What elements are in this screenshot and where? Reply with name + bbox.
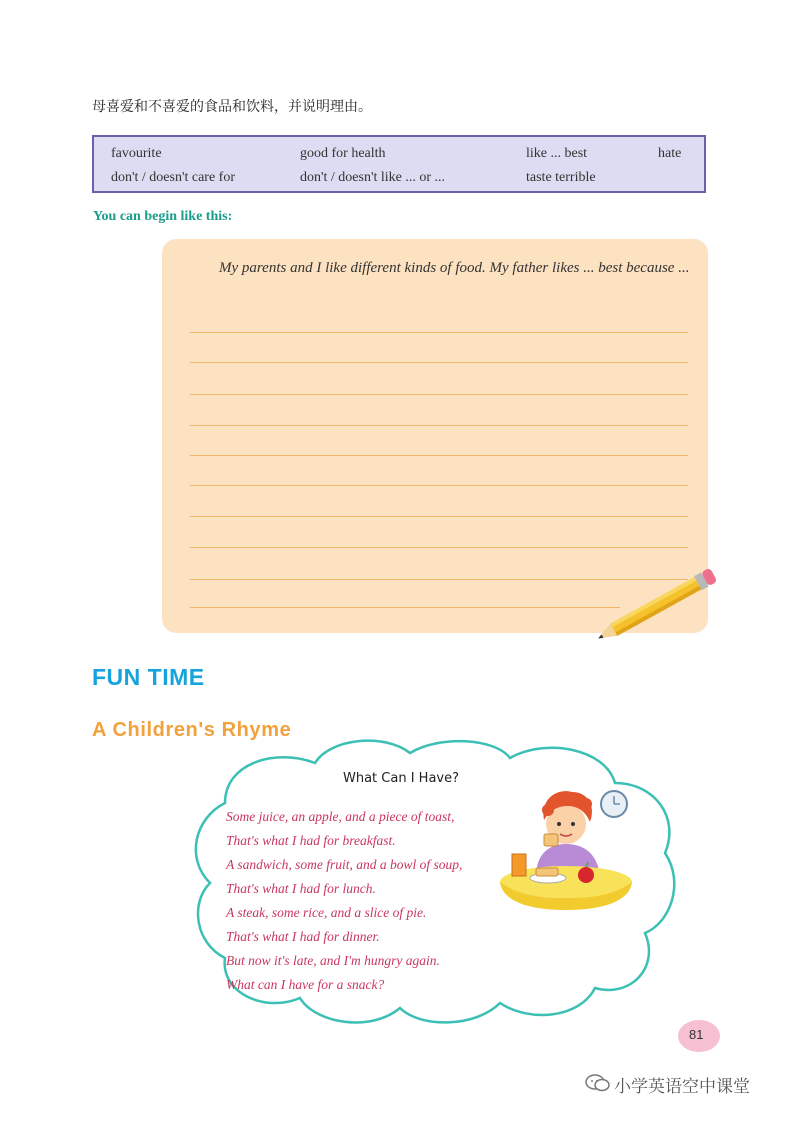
word-favourite: favourite <box>111 146 162 161</box>
word-box <box>92 135 706 193</box>
begin-label: You can begin like this: <box>93 209 233 224</box>
starter-text: My parents and I like different kinds of food. My father likes ... best because ... <box>219 260 690 276</box>
section-title: FUN TIME <box>92 664 205 690</box>
writing-line <box>190 547 688 548</box>
page-number: 81 <box>689 1027 704 1042</box>
word-hate: hate <box>658 146 682 161</box>
poem-line: That's what I had for lunch. <box>226 881 376 896</box>
pencil-illustration <box>580 566 730 648</box>
writing-line <box>190 394 688 395</box>
wechat-icon <box>585 1073 611 1093</box>
word-dont-like-or: don't / doesn't like ... or ... <box>300 170 446 185</box>
word-like-best: like ... best <box>526 146 588 161</box>
writing-line <box>190 455 688 456</box>
poem-line: But now it's late, and I'm hungry again. <box>226 953 440 968</box>
instruction-text: 母喜爱和不喜爱的食品和饮料，并说明理由。 <box>92 99 372 115</box>
word-good-for-health: good for health <box>300 146 386 161</box>
rhyme-heading: A Children's Rhyme <box>92 719 292 741</box>
poem-body <box>226 805 516 997</box>
word-dont-care-for: don't / doesn't care for <box>111 170 236 185</box>
writing-line <box>190 607 620 608</box>
word-taste-terrible: taste terrible <box>526 170 596 185</box>
writing-line <box>190 516 688 517</box>
writing-line <box>190 332 688 333</box>
writing-line <box>190 425 688 426</box>
poem-line: That's what I had for dinner. <box>226 929 380 944</box>
writing-line <box>190 362 688 363</box>
watermark-text: 小学英语空中课堂 <box>614 1077 750 1097</box>
poem-line: Some juice, an apple, and a piece of toast, <box>226 809 455 824</box>
poem-line: That's what I had for breakfast. <box>226 833 396 848</box>
poem-line: A steak, some rice, and a slice of pie. <box>226 905 427 920</box>
poem-line: A sandwich, some fruit, and a bowl of soup, <box>226 857 463 872</box>
poem-title: What Can I Have? <box>343 771 460 786</box>
writing-line <box>190 485 688 486</box>
poem-line: What can I have for a snack? <box>226 977 385 992</box>
child-eating-illustration <box>496 782 636 917</box>
